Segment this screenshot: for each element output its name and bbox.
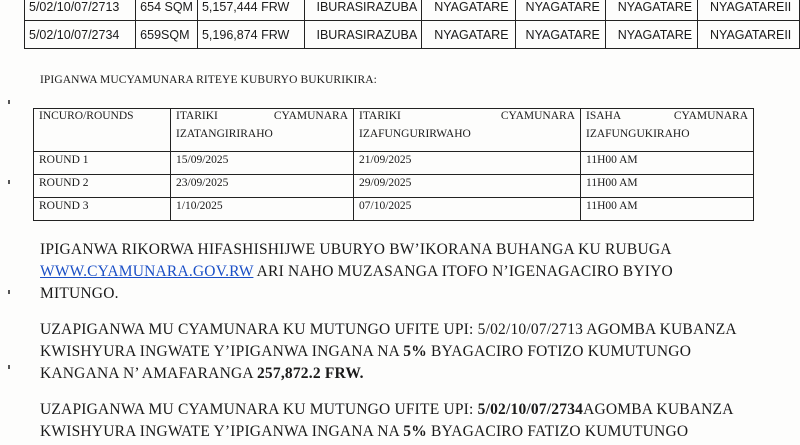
paragraph-line [40, 363, 760, 385]
cyamunara-link[interactable]: WWW.CYAMUNARA.GOV.RW [40, 263, 254, 280]
start-date-cell: 23/09/2025 [171, 175, 354, 198]
end-date-cell: 21/09/2025 [354, 152, 581, 175]
value-cell: 5,196,874 FRW [197, 21, 304, 49]
header-word: IZATANGIRIRAHO [176, 128, 273, 140]
deposit-amount: 257,872.2 FRW. [256, 365, 364, 382]
deposit-paragraph-2713 [40, 319, 760, 385]
table-row [25, 0, 800, 21]
village-cell: NYAGATAREII [698, 0, 800, 21]
start-date-cell: 1/10/2025 [171, 198, 354, 221]
cell-name-cell: IBURASIRAZUBA [304, 0, 422, 21]
area-cell: 654 SQM [136, 0, 198, 21]
rounds-subtitle: IPIGANWA MUCYAMUNARA RITEYE KUBURYO BUKURIKIRA: [40, 74, 377, 86]
paragraph-line [40, 261, 760, 283]
header-word: ISAHA [586, 110, 622, 122]
scan-mark [8, 100, 10, 104]
cell-name-cell: IBURASIRAZUBA [304, 21, 422, 49]
paragraph-text: ARI NAHO MUZASANGA ITOFO N’IGENAGACIRO BYIYO [253, 263, 673, 280]
paragraph-text: BYAGACIRO FATIZO KUMUTUNGO [426, 423, 689, 440]
time-cell: 11H00 AM [581, 175, 754, 198]
province-cell: NYAGATARE [605, 21, 697, 49]
paragraph-text: KWISHYURA INGWATE Y’IPIGANWA INGANA NA [40, 343, 404, 360]
upi-cell: 5/02/10/07/2734 [25, 21, 136, 49]
header-end-date [354, 109, 581, 152]
table-row [34, 175, 754, 198]
table-row [34, 198, 754, 221]
round-cell: ROUND 1 [34, 152, 171, 175]
time-cell: 11H00 AM [581, 152, 754, 175]
header-word: CYAMUNARA [673, 110, 748, 122]
value-cell: 5,157,444 FRW [197, 0, 304, 21]
time-cell: 11H00 AM [581, 198, 754, 221]
table-row [25, 21, 800, 49]
upi-number: 5/02/10/07/2734 [477, 401, 584, 418]
paragraph-text: UZAPIGANWA MU CYAMUNARA KU MUTUNGO UFITE UPI: [40, 401, 478, 418]
table-header-row [34, 109, 754, 152]
paragraph-text: KANGANA N’ AMAFARANGA [40, 365, 257, 382]
scan-mark [8, 290, 10, 294]
online-bidding-paragraph [40, 239, 760, 305]
province-cell: NYAGATARE [605, 0, 697, 21]
end-date-cell: 07/10/2025 [354, 198, 581, 221]
end-date-cell: 29/09/2025 [354, 175, 581, 198]
round-cell: ROUND 2 [34, 175, 171, 198]
area-cell: 659SQM [136, 21, 198, 49]
table-row [34, 152, 754, 175]
paragraph-line: IPIGANWA RIKORWA HIFASHISHIJWE UBURYO BW’IKORANA BUHANGA KU RUBUGA [40, 241, 672, 258]
paragraph-line [40, 399, 760, 421]
village-cell: NYAGATAREII [698, 21, 800, 49]
paragraph-line: UZAPIGANWA MU CYAMUNARA KU MUTUNGO UFITE UPI: 5/02/10/07/2713 AGOMBA KUBANZA [40, 321, 737, 338]
deposit-paragraph-2734 [40, 399, 760, 443]
paragraph-text: AGOMBA KUBANZA [583, 401, 734, 418]
header-word: ITARIKI [176, 110, 218, 122]
district-cell: NYAGATARE [515, 21, 605, 49]
deposit-percent: 5% [403, 343, 427, 360]
header-start-date [171, 109, 354, 152]
header-word: IZAFUNGURIRWAHO [359, 128, 471, 140]
scan-mark [8, 365, 10, 369]
plots-table [24, 0, 800, 49]
header-time [581, 109, 754, 152]
upi-cell: 5/02/10/07/2713 [25, 0, 136, 21]
paragraph-text: BYAGACIRO FOTIZO KUMUTUNGO [426, 343, 692, 360]
sector-cell: NYAGATARE [422, 21, 515, 49]
paragraph-text: KWISHYURA INGWATE Y’IPIGANWA INGANA NA [40, 423, 404, 440]
rounds-table [33, 108, 754, 221]
district-cell: NYAGATARE [515, 0, 605, 21]
header-rounds: INCURO/ROUNDS [34, 109, 171, 152]
paragraph-line [40, 421, 760, 443]
scan-mark [8, 180, 10, 184]
round-cell: ROUND 3 [34, 198, 171, 221]
paragraph-line [40, 341, 760, 363]
start-date-cell: 15/09/2025 [171, 152, 354, 175]
deposit-percent: 5% [403, 423, 427, 440]
header-word: IZAFUNGUKIRAHO [586, 128, 690, 140]
sector-cell: NYAGATARE [422, 0, 515, 21]
header-word: ITARIKI [359, 110, 401, 122]
header-word: CYAMUNARA [273, 110, 348, 122]
header-word: CYAMUNARA [500, 110, 575, 122]
paragraph-line: MITUNGO. [40, 285, 119, 302]
